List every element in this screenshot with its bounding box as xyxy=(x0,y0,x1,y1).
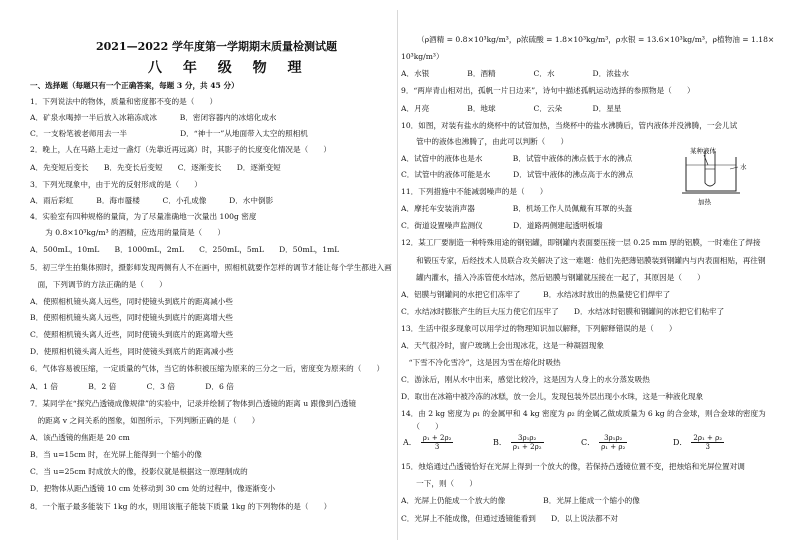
question-13-option-d: D．取出在冰箱中被冷冻的冰糕，放一会儿，发现包装外层出现小水珠，这是一种液化现象 xyxy=(401,392,704,401)
question-10-options-ab: A．试管中的液体也是水 B．试管中液体的沸点低于水的沸点 xyxy=(401,154,633,163)
question-5-option-b: B．使照相机镜头离人远些，同时使镜头到底片的距离增大些 xyxy=(30,313,234,322)
question-7-option-c: C．当 u=25cm 时成放大的像，投影仪就是根据这一原理制成的 xyxy=(30,467,248,476)
question-14-option-b xyxy=(493,434,546,451)
question-7-option-d: D．把物体从距凸透镜 10 cm 处移动到 30 cm 处的过程中，像逐渐变小 xyxy=(30,484,276,493)
question-15: 15．烛焰通过凸透镜恰好在光屏上得到一个放大的像，若保持凸透镜位置不变，把烛焰和光屏位置对调 xyxy=(401,462,745,471)
figure-label-heat: 加热 xyxy=(698,198,711,206)
question-10-options-cd: C．试管中的液体可能是水 D．试管中液体的沸点高于水的沸点 xyxy=(401,170,634,179)
fraction-numerator: 3ρ₁ρ₂ xyxy=(599,434,627,443)
figure-label-liquid: 某种液体 xyxy=(690,147,716,155)
density-values-cont: 10³kg/m³） xyxy=(401,52,444,61)
question-1-options-ab: A．矿泉水喝掉一半后放入冰箱冻成冰 B．密闭容器内的冰熔化成水 xyxy=(30,113,277,122)
question-8: 8．一个瓶子最多能装下 1kg 的水，则用该瓶子能装下质量 1kg 的下列物体的是（ ） xyxy=(30,502,332,511)
question-13-option-b: “下雪不冷化雪冷”，这是因为雪在熔化时吸热 xyxy=(401,358,561,367)
question-7-option-b: B．当 u=15cm 时，在光屏上能得到一个缩小的像 xyxy=(30,450,202,459)
question-4-cont: 为 0.8×10³kg/m³ 的酒精，应选用的量筒是（ ） xyxy=(30,228,225,237)
question-1: 1．下列说法中的物体，质量和密度都不变的是（ ） xyxy=(30,97,218,106)
question-14: 14．由 2 kg 密度为 ρ₁ 的金属甲和 4 kg 密度为 ρ₂ 的金属乙做成质量为 6 kg 的合金球，则合金球的密度为 xyxy=(401,409,766,418)
exam-title: 2021—2022 学年度第一学期期末质量检测试题 xyxy=(96,40,338,53)
question-2-options: A．先变短后变长 B．先变长后变短 C．逐渐变长 D．逐渐变短 xyxy=(30,163,281,172)
figure-label-water: 水 xyxy=(740,163,747,171)
density-values: （ρ酒精 = 0.8×10³kg/m³，ρ浓硫酸 = 1.8×10³kg/m³，ρ水银 = 13.6×10³kg/m³，ρ植物油 = 1.18× xyxy=(417,35,775,44)
question-11-options-cd: C．街道设置噪声监测仪 D．道路两侧建起透明板墙 xyxy=(401,221,603,230)
question-5-option-a: A．使照相机镜头离人远些，同时使镜头到底片的距离减小些 xyxy=(30,297,233,306)
fraction-numerator: 3ρ₁ρ₂ xyxy=(511,434,544,443)
question-7-cont: 的距离 v 之间关系的图象，如图所示，下列判断正确的是（ ） xyxy=(30,416,260,425)
option-label: A． xyxy=(403,437,417,447)
fraction-denominator: 3 xyxy=(705,443,710,451)
fraction xyxy=(691,434,724,451)
fraction-denominator: ρ₁ + ρ₂ xyxy=(601,443,626,451)
question-15-options-ab: A．光屏上仍能成一个放大的像 B．光屏上能成一个缩小的像 xyxy=(401,496,640,505)
question-9-options: A．月亮 B．地球 C．云朵 D．星星 xyxy=(401,104,622,113)
question-5-option-d: D．使照相机镜头离人近些，同时使镜头到底片的距离减小些 xyxy=(30,347,234,356)
question-13-option-c: C．游泳后，刚从水中出来，感觉比较冷，这是因为人身上的水分蒸发吸热 xyxy=(401,375,650,384)
question-9: 9．“两岸青山相对出，孤帆一片日边来”，诗句中描述孤帆运动选择的参照物是（ ） xyxy=(401,86,695,95)
fraction-numerator: ρ₁ + 2ρ₂ xyxy=(422,434,452,442)
left-column xyxy=(8,0,393,549)
question-15-options-cd: C．光屏上不能成像，但通过透镜能看到 D．以上说法都不对 xyxy=(401,514,618,523)
question-1-options-cd: C．一支粉笔被老师用去一半 D．“神十一”从地面带入太空的照相机 xyxy=(30,129,308,138)
question-5: 5．初三学生拍集体照时，摄影师发现两侧有人不在画中，照相机就要作怎样的调节才能让每个学生都进入画 xyxy=(30,263,392,272)
question-14-option-d xyxy=(673,434,726,451)
question-11-options-ab: A．摩托车安装消声器 B．机场工作人员佩戴有耳罩的头盔 xyxy=(401,204,633,213)
question-12-cont-1: 和锻压专家，后经技术人员联合攻关解决了这一难题：他们先把薄铝膜装到钢罐内与内表面相贴，再往钢 xyxy=(401,256,766,265)
question-4-options: A．500mL，10mL B．1000mL，2mL C．250mL，5mL D．50mL，1mL xyxy=(30,245,340,254)
question-12: 12．某工厂要制造一种特殊用途的钢铝罐，即钢罐内表面要压接一层 0.25 mm 厚的铝膜，一时难住了焊接 xyxy=(401,238,761,247)
question-14-option-c xyxy=(581,434,629,451)
question-2: 2．晚上，人在马路上走过一盏灯（先靠近再远离）时，其影子的长度变化情况是（ ） xyxy=(30,145,331,154)
fraction-denominator: 3 xyxy=(434,443,440,451)
right-column xyxy=(401,0,786,549)
fraction xyxy=(511,434,544,451)
fraction xyxy=(421,434,454,451)
question-14-option-a xyxy=(403,434,455,451)
water-pointer xyxy=(730,167,738,169)
beaker-heating-figure xyxy=(678,145,788,207)
column-divider xyxy=(397,10,398,540)
fraction xyxy=(599,434,627,451)
question-14-cont: （ ） xyxy=(401,422,443,431)
question-6: 6．气体容易被压缩，一定质量的气体，当它的体积被压缩为原来的三分之一后，密度变为原来的（ ） xyxy=(30,364,385,373)
fraction-numerator: 2ρ₁ + ρ₂ xyxy=(693,434,723,442)
question-13: 13．生活中很多现象可以用学过的物理知识加以解释，下列解释错误的是（ ） xyxy=(401,324,677,333)
question-12-options-cd: C．水结冰时膨胀产生的巨大压力使它们压牢了 D．水结冰时铝膜和钢罐间的冰把它们粘牢了 xyxy=(401,307,725,316)
question-6-options: A．1 倍 B．2 倍 C．3 倍 D．6 倍 xyxy=(30,382,234,391)
question-3-options: A．雨后彩虹 B．海市蜃楼 C．小孔成像 D．水中倒影 xyxy=(30,196,274,205)
question-10: 10．如图，对装有盐水的烧杯中的试管加热，当烧杯中的盐水沸腾后，管内液体并没沸腾，一会儿试 xyxy=(401,121,738,130)
question-8-options: A．水银 B．酒精 C．水 D．浓盐水 xyxy=(401,69,629,78)
option-label: D． xyxy=(673,437,688,447)
question-7-option-a: A．该凸透镜的焦距是 20 cm xyxy=(30,433,130,442)
test-tube xyxy=(705,151,715,186)
question-5-option-c: C．使照相机镜头离人近些，同时使镜头到底片的距离增大些 xyxy=(30,330,234,339)
section-heading: 一、选择题（每题只有一个正确答案，每题 3 分，共 45 分） xyxy=(30,81,239,90)
option-label: C． xyxy=(581,437,596,447)
question-10-cont: 管中的液体也沸腾了，由此可以判断（ ） xyxy=(401,137,569,146)
fraction-denominator: ρ₁ + 2ρ₂ xyxy=(512,443,542,451)
question-7: 7．某同学在“探究凸透镜成像规律”的实验中，记录并绘制了物体到凸透镜的距离 u 跟像到凸透镜 xyxy=(30,399,357,408)
question-13-option-a: A．天气很冷时，窗户玻璃上会出现冰花，这是一种凝固现象 xyxy=(401,341,604,350)
exam-subject: 八 年 级 物 理 xyxy=(148,60,310,76)
question-4: 4．实验室有四种规格的量筒，为了尽量准确地一次量出 100g 密度 xyxy=(30,212,257,221)
option-label: B． xyxy=(493,437,507,447)
question-15-cont: 一下，则（ ） xyxy=(401,479,477,488)
question-5-cont: 面，下列调节的方法正确的是（ ） xyxy=(30,280,167,289)
question-12-options-ab: A．铝膜与钢罐间的水把它们冻牢了 B．水结冰时放出的热量使它们焊牢了 xyxy=(401,290,671,299)
question-12-cont-2: 罐内灌水，插入冷冻管使水结冰，然后铝膜与钢罐就压接在一起了，其原因是（ ） xyxy=(401,273,705,282)
question-11: 11．下列措施中不能减弱噪声的是（ ） xyxy=(401,187,548,196)
question-3: 3．下列光现象中，由于光的反射形成的是（ ） xyxy=(30,180,202,189)
